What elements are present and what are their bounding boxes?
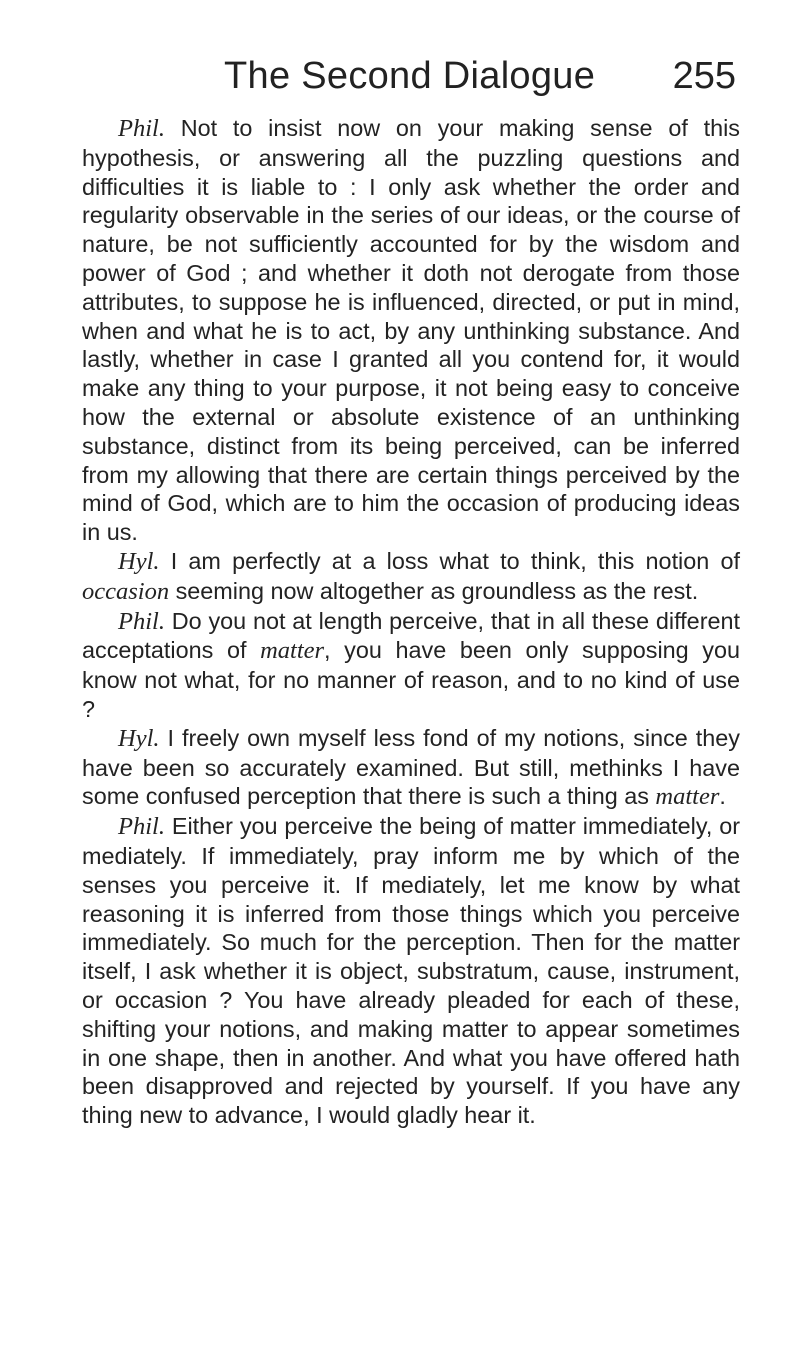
speaker-label: Hyl. [118,547,160,575]
emphasis-matter: matter [655,783,720,811]
paragraph-text: , you have been only supposing you know not what, for no manner of reason, and to no kind of use ? [82,637,740,722]
paragraph-text: seeming now altogether as groundless as the rest. [169,577,699,604]
dialogue-text [82,114,740,1130]
running-head-title: The Second Dialogue [224,55,596,97]
speaker-label: Phil. [118,813,165,841]
paragraph-phil-2 [82,607,740,724]
paragraph-phil-3 [82,812,740,1130]
paragraph-phil-1 [82,114,740,547]
paragraph-text: . [719,783,726,810]
speaker-label: Phil. [118,115,165,142]
emphasis-matter: matter [260,637,325,665]
paragraph-text: I freely own myself less fond of my notions, since they have been so accurately examined. But still, methinks I have some confused perception that there is such a thing as [82,724,740,810]
speaker-label: Hyl. [118,724,160,752]
paragraph-hyl-1 [82,547,740,607]
paragraph-text: I am perfectly at a loss what to think, this notion of [159,547,740,574]
speaker-label: Phil. [118,607,165,635]
page-number: 255 [672,55,736,97]
paragraph-text: Not to insist now on your making sense of this hypothesis, or answering all the puzzling questions and difficulties it is liable to : I only ask whether the order and regularity observable in the series of our ideas, or the course of nature, be not sufficiently accounted for by the wisdom and power of God ; and whether it doth not derogate from those attributes, to suppose he is influenced, directed, or put in mind, when and what he is to act, by any unthinking substance. And lastly, whether in case I granted all you contend for, it would make any thing to your purpose, it not being easy to conceive how the external or absolute existence of an unthinking substance, distinct from its being perceived, can be inferred from my allowing that there are certain things perceived by the mind of God, which are to him the occasion of producing ideas in us. [82,115,740,546]
running-head [224,52,744,112]
emphasis-occasion: occasion [82,577,170,605]
paragraph-text: Do you not at length perceive, that in all these different acceptations of [82,607,740,664]
paragraph-hyl-2 [82,724,740,812]
paragraph-text: Either you perceive the being of matter immediately, or mediately. If immediately, pray inform me by which of the senses you perceive it. If mediately, let me know by what reasoning it is inferred from those things which you perceive immediately. So much for the perception. Then for the matter itself, I ask whether it is object, substratum, cause, instrument, or occasion ? You have already pleaded for each of these, shifting your notions, and making matter to appear sometimes in one shape, then in another. And what you have offered hath been disapproved and rejected by yourself. If you have any thing new to advance, I would gladly hear it. [82,813,740,1129]
